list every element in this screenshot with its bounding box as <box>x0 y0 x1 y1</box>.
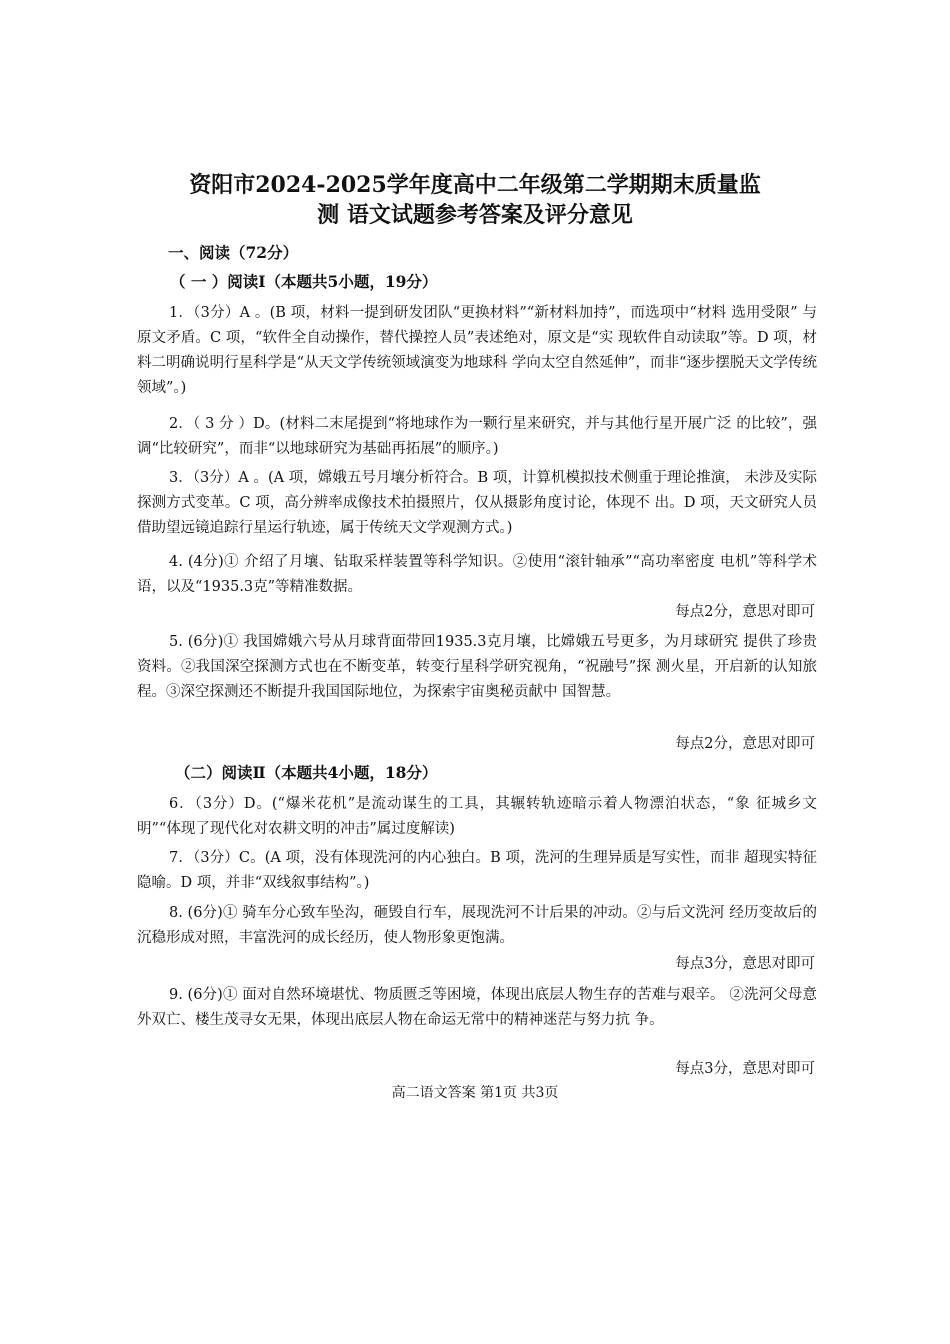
page-footer: 高二语文答案 第1页 共3页 <box>391 1085 559 1101</box>
part-heading-reading: 一、阅读（72分） <box>168 243 299 262</box>
document-title-line-1: 资阳市2024-2025学年度高中二年级第二学期期末质量监 <box>189 172 761 198</box>
answer-q5: 5. (6分)① 我国嫦娥六号从月球背面带回1935.3克月壤，比嫦娥五号更多，为月球研究 提供了珍贵资料。②我国深空探测方式也在不断变革，转变行星科学研究视角，“祝融号”探 测火星，开启新的认知旅程。③深空探测还不断提升我国国际地位，为探索宇宙奥秘贡献中 国智慧。 <box>137 634 817 700</box>
scoring-note-q5: 每点2分，意思对即可 <box>675 736 815 752</box>
section-heading-reading-1: （ 一 ）阅读Ⅰ（本题共5小题，19分） <box>170 272 438 291</box>
answer-q4: 4. (4分)① 介绍了月壤、钻取采样装置等科学知识。②使用“滚针轴承”“高功率密度 电机”等科学术语，以及“1935.3克”等精准数据。 <box>137 554 817 595</box>
answer-q8: 8. (6分)① 骑车分心致车坠沟，砸毁自行车，展现洗河不计后果的冲动。②与后文洗河 经历变故后的沉稳形成对照，丰富洗河的成长经历，使人物形象更饱满。 <box>137 905 817 946</box>
scoring-note-q9: 每点3分，意思对即可 <box>675 1061 815 1077</box>
answer-q6: 6．（3分）D。(“爆米花机”是流动谋生的工具，其辗转轨迹暗示着人物漂泊状态，“象 征城乡文明”“体现了现代化对农耕文明的冲击”属过度解读) <box>137 796 817 837</box>
scoring-note-q8: 每点3分，意思对即可 <box>675 956 815 972</box>
answer-q1: 1．（3分）A 。(B 项，材料一提到研发团队“更换材料”“新材料加持”，而选项中“材料 选用受限” 与原文矛盾。C 项，“软件全自动操作，替代操控人员”表述绝对，原文是“实 现软件自动读取”等。D 项，材料二明确说明行星科学是“从天文学传统领域演变为地球科 学向太空自然延伸”，而非“逐步摆脱天文学传统领域”。) <box>137 305 817 396</box>
answer-q7: 7．（3分）C。(A 项，没有体现洗河的内心独白。B 项，洗河的生理异质是写实性，而非 超现实特征隐喻。D 项，并非“双线叙事结构”。) <box>137 850 817 891</box>
section-heading-reading-2: （二）阅读Ⅱ（本题共4小题，18分） <box>175 763 438 782</box>
answer-q3: 3．（3分）A 。(A 项，嫦娥五号月壤分析符合。B 项，计算机模拟技术侧重于理论推演， 未涉及实际探测方式变革。C 项，高分辨率成像技术拍摄照片，仅从摄影角度讨论，体现不 出。D 项，天文研究人员借助望远镜追踪行星运行轨迹，属于传统天文学观测方式。) <box>137 470 817 536</box>
document-title-line-2: 测 语文试题参考答案及评分意见 <box>317 202 633 228</box>
scoring-note-q4: 每点2分，意思对即可 <box>675 604 815 620</box>
answer-q9: 9. (6分)① 面对自然环境堪忧、物质匮乏等困境，体现出底层人物生存的苦难与艰辛。 ②洗河父母意外双亡、楼生茂寻女无果，体现出底层人物在命运无常中的精神迷茫与努力抗 争。 <box>137 987 817 1028</box>
answer-q2: 2．（ 3 分 ）D。(材料二末尾提到“将地球作为一颗行星来研究，并与其他行星开展广泛 的比较”，强调“比较研究”，而非“以地球研究为基础再拓展”的顺序。) <box>137 416 817 457</box>
